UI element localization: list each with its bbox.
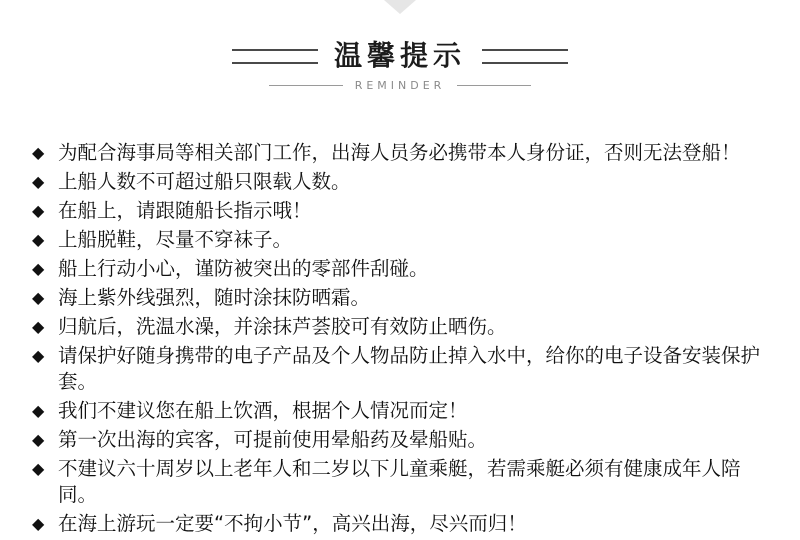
subtitle-rule-right — [457, 85, 531, 86]
subtitle-rule-left — [269, 85, 343, 86]
list-item-text: 在海上游玩一定要“不拘小节”，高兴出海，尽兴而归！ — [58, 512, 527, 535]
list-item-text: 为配合海事局等相关部门工作，出海人员务必携带本人身份证，否则无法登船！ — [58, 141, 741, 164]
list-item — [32, 227, 778, 253]
list-item — [32, 314, 778, 340]
diamond-bullet-icon: ◆ — [32, 201, 45, 220]
title-row — [0, 39, 800, 72]
subtitle-row — [0, 79, 800, 92]
page-title: 温馨提示 — [333, 39, 466, 72]
list-item-text: 请保护好随身携带的电子产品及个人物品防止掉入水中，给你的电子设备安装保护套。 — [58, 344, 761, 393]
list-item-text: 上船脱鞋，尽量不穿袜子。 — [58, 228, 293, 251]
list-item-text: 船上行动小心，谨防被突出的零部件刮碰。 — [58, 257, 429, 280]
list-item-text: 在船上，请跟随船长指示哦！ — [58, 199, 312, 222]
list-item — [32, 285, 778, 311]
list-item-text: 海上紫外线强烈，随时涂抹防晒霜。 — [58, 286, 371, 309]
list-item-text: 不建议六十周岁以上老年人和二岁以下儿童乘艇，若需乘艇必须有健康成年人陪同。 — [58, 457, 741, 506]
list-item — [32, 398, 778, 424]
diamond-bullet-icon: ◆ — [32, 230, 45, 249]
top-notch-decoration — [384, 0, 416, 14]
list-item-text: 归航后，洗温水澡，并涂抹芦荟胶可有效防止晒伤。 — [58, 315, 507, 338]
list-item — [32, 511, 778, 537]
list-item — [32, 140, 778, 166]
diamond-bullet-icon: ◆ — [32, 259, 45, 278]
notice-list — [32, 140, 778, 540]
diamond-bullet-icon: ◆ — [32, 514, 45, 533]
diamond-bullet-icon: ◆ — [32, 430, 45, 449]
diamond-bullet-icon: ◆ — [32, 317, 45, 336]
list-item — [32, 256, 778, 282]
list-item-text: 上船人数不可超过船只限载人数。 — [58, 170, 351, 193]
list-item — [32, 456, 778, 508]
list-item — [32, 427, 778, 453]
list-item — [32, 198, 778, 224]
title-rule-left — [232, 49, 318, 64]
page-subtitle: REMINDER — [354, 79, 446, 92]
list-item-text: 我们不建议您在船上饮酒，根据个人情况而定！ — [58, 399, 468, 422]
title-rule-right — [482, 49, 568, 64]
diamond-bullet-icon: ◆ — [32, 172, 45, 191]
diamond-bullet-icon: ◆ — [32, 143, 45, 162]
list-item-text: 第一次出海的宾客，可提前使用晕船药及晕船贴。 — [58, 428, 488, 451]
page-header — [0, 39, 800, 92]
diamond-bullet-icon: ◆ — [32, 346, 45, 365]
list-item — [32, 169, 778, 195]
diamond-bullet-icon: ◆ — [32, 401, 45, 420]
diamond-bullet-icon: ◆ — [32, 459, 45, 478]
diamond-bullet-icon: ◆ — [32, 288, 45, 307]
list-item — [32, 343, 778, 395]
